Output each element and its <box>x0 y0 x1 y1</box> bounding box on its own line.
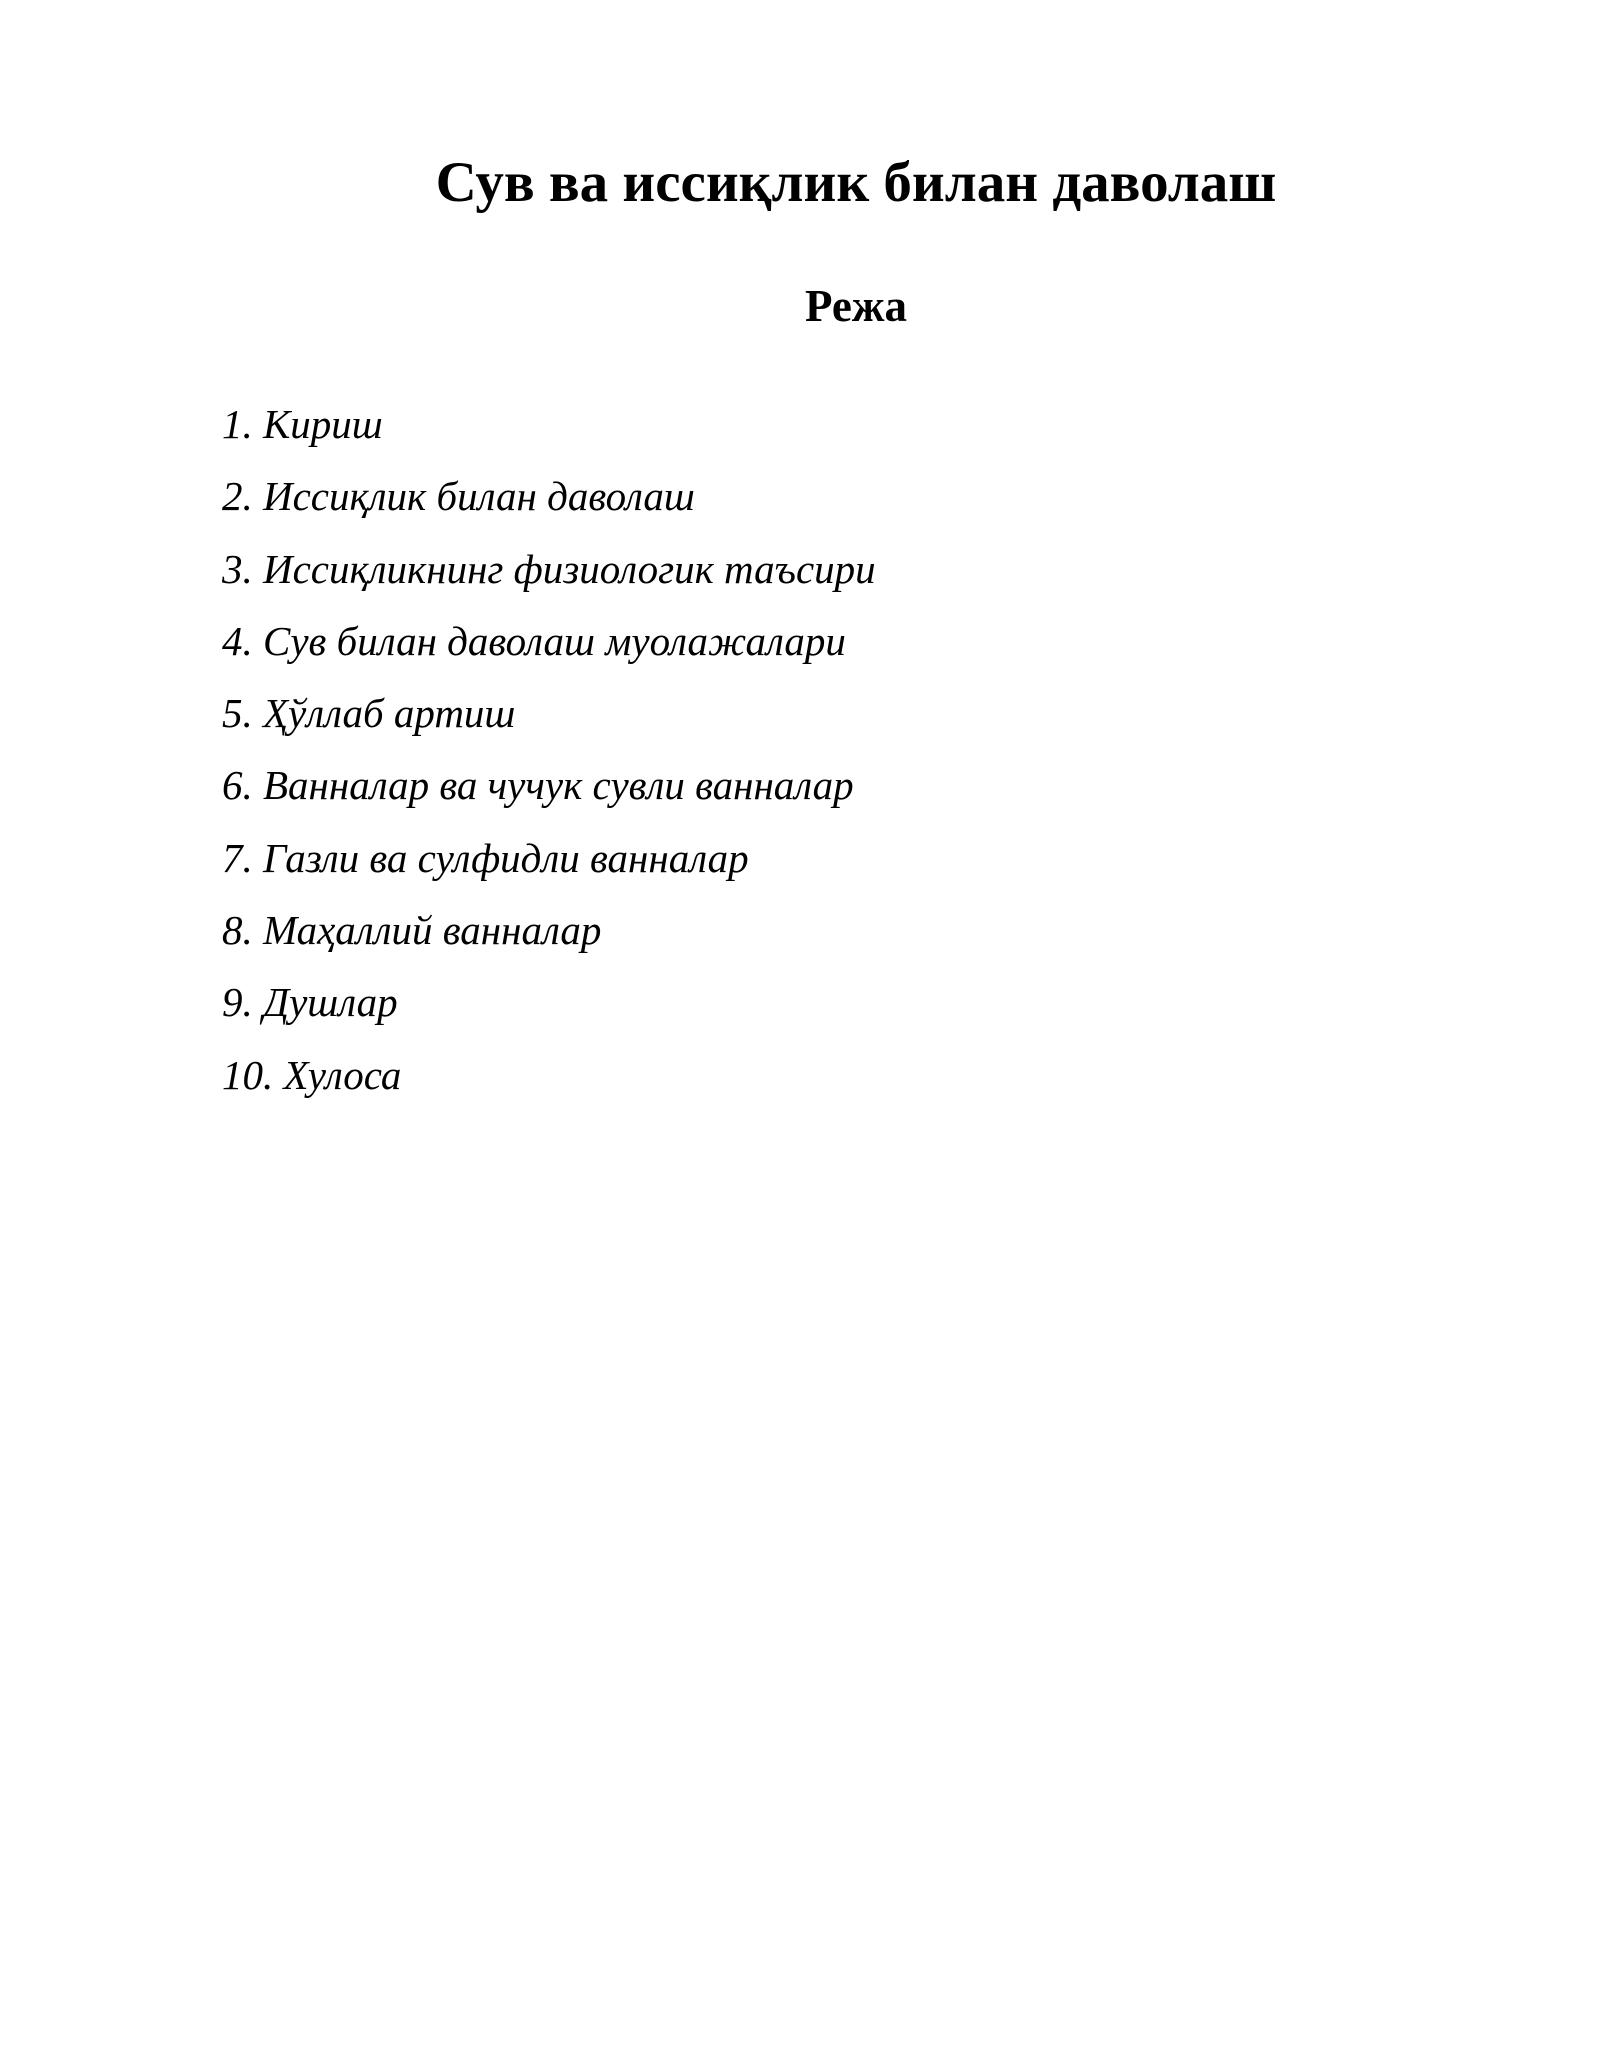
plan-item-1: 1. Кириш <box>222 401 383 447</box>
document-title: Сув ва иссиқлик билан даволаш <box>435 151 1277 214</box>
plan-item-3: 3. Иссиқликнинг физиологик таъсири <box>222 545 876 592</box>
plan-heading: Режа <box>805 281 907 331</box>
plan-item-6: 6. Ванналар ва чучук сувли ванналар <box>222 762 854 809</box>
plan-list <box>222 388 876 1111</box>
plan-item-2: 2. Иссиқлик билан даволаш <box>222 473 695 520</box>
plan-item-9: 9. Душлар <box>222 979 398 1026</box>
plan-item-4: 4. Сув билан даволаш муолажалари <box>222 617 846 664</box>
plan-item-5: 5. Ҳўллаб артиш <box>222 690 516 737</box>
plan-item-10: 10. Хулоса <box>222 1051 402 1098</box>
plan-item-7: 7. Газли ва сулфидли ванналар <box>222 834 749 881</box>
plan-item-8: 8. Маҳаллий ванналар <box>222 907 602 954</box>
